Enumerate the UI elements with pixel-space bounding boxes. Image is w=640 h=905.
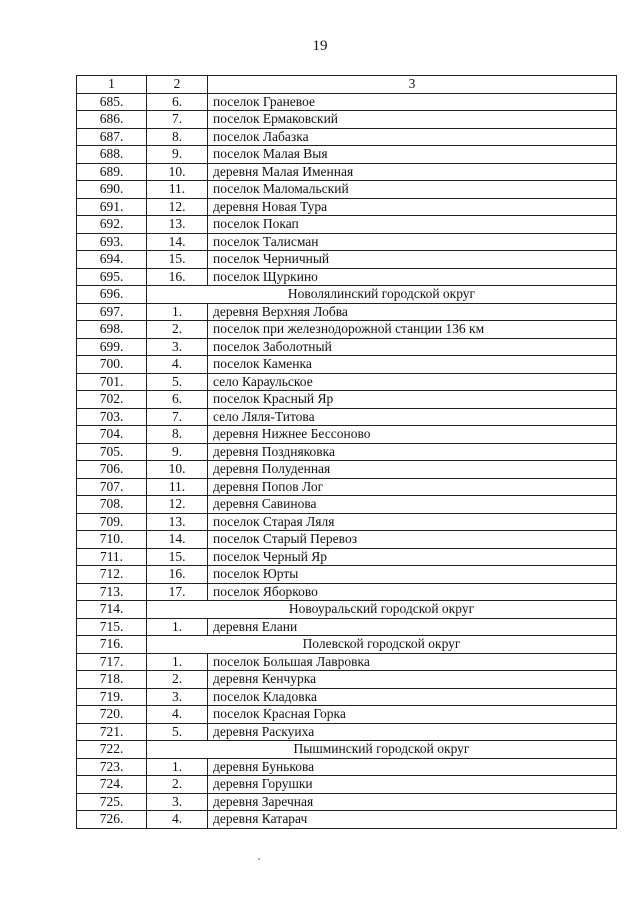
table-row [77, 338, 617, 356]
settlement-name: поселок Старый Перевоз [208, 531, 617, 549]
settlement-name: деревня Елани [208, 618, 617, 636]
row-sub-number: 4. [147, 706, 208, 724]
settlement-name: деревня Горушки [208, 776, 617, 794]
district-name: Новоуральский городской округ [147, 601, 617, 619]
table-row [77, 688, 617, 706]
row-sub-number: 9. [147, 146, 208, 164]
row-sub-number: 6. [147, 391, 208, 409]
table-row [77, 478, 617, 496]
table-row [77, 373, 617, 391]
row-number: 691. [77, 198, 147, 216]
district-row [77, 601, 617, 619]
table-row [77, 653, 617, 671]
settlement-name: поселок Яборково [208, 583, 617, 601]
district-name: Новолялинский городской округ [147, 286, 617, 304]
table-row [77, 618, 617, 636]
row-number: 713. [77, 583, 147, 601]
settlement-name: поселок Ермаковский [208, 111, 617, 129]
table-row [77, 356, 617, 374]
row-number: 696. [77, 286, 147, 304]
row-sub-number: 5. [147, 723, 208, 741]
row-number: 699. [77, 338, 147, 356]
row-sub-number: 3. [147, 688, 208, 706]
row-number: 723. [77, 758, 147, 776]
row-number: 725. [77, 793, 147, 811]
table-row [77, 146, 617, 164]
settlement-name: деревня Катарач [208, 811, 617, 829]
row-number: 692. [77, 216, 147, 234]
row-sub-number: 1. [147, 653, 208, 671]
table-row [77, 758, 617, 776]
settlement-name: поселок Граневое [208, 93, 617, 111]
table-row [77, 303, 617, 321]
district-row [77, 636, 617, 654]
row-sub-number: 1. [147, 618, 208, 636]
row-sub-number: 14. [147, 531, 208, 549]
table-header-row [77, 76, 617, 94]
table-row [77, 128, 617, 146]
row-number: 714. [77, 601, 147, 619]
row-sub-number: 10. [147, 163, 208, 181]
row-sub-number: 8. [147, 426, 208, 444]
row-number: 708. [77, 496, 147, 514]
settlement-name: поселок Черный Яр [208, 548, 617, 566]
row-number: 722. [77, 741, 147, 759]
settlement-name: поселок Юрты [208, 566, 617, 584]
settlement-name: деревня Савинова [208, 496, 617, 514]
row-sub-number: 6. [147, 93, 208, 111]
row-number: 698. [77, 321, 147, 339]
settlements-table [76, 75, 617, 829]
row-number: 715. [77, 618, 147, 636]
settlement-name: деревня Верхняя Лобва [208, 303, 617, 321]
settlement-name: поселок Старая Ляля [208, 513, 617, 531]
row-sub-number: 16. [147, 566, 208, 584]
page-number: 19 [312, 38, 328, 54]
settlement-name: деревня Бунькова [208, 758, 617, 776]
row-sub-number: 11. [147, 181, 208, 199]
table-row [77, 181, 617, 199]
settlement-name: поселок Кладовка [208, 688, 617, 706]
row-number: 688. [77, 146, 147, 164]
column-header-sub-number: 2 [147, 76, 208, 94]
settlement-name: поселок при железнодорожной станции 136 км [208, 321, 617, 339]
row-sub-number: 2. [147, 321, 208, 339]
row-sub-number: 5. [147, 373, 208, 391]
table-row [77, 583, 617, 601]
row-number: 685. [77, 93, 147, 111]
row-number: 694. [77, 251, 147, 269]
settlement-name: поселок Красная Горка [208, 706, 617, 724]
row-sub-number: 4. [147, 811, 208, 829]
column-header-number: 1 [77, 76, 147, 94]
table-row [77, 548, 617, 566]
row-number: 719. [77, 688, 147, 706]
table-row [77, 216, 617, 234]
settlement-name: деревня Новая Тура [208, 198, 617, 216]
settlement-name: поселок Заболотный [208, 338, 617, 356]
row-sub-number: 13. [147, 216, 208, 234]
settlement-name: поселок Талисман [208, 233, 617, 251]
row-number: 701. [77, 373, 147, 391]
row-number: 716. [77, 636, 147, 654]
table-row [77, 391, 617, 409]
row-number: 721. [77, 723, 147, 741]
row-number: 705. [77, 443, 147, 461]
table-row [77, 268, 617, 286]
table-row [77, 671, 617, 689]
row-sub-number: 9. [147, 443, 208, 461]
table-row [77, 723, 617, 741]
settlement-name: село Ляля-Титова [208, 408, 617, 426]
table-row [77, 776, 617, 794]
table-row [77, 461, 617, 479]
table-row [77, 513, 617, 531]
row-sub-number: 15. [147, 548, 208, 566]
settlement-name: деревня Заречная [208, 793, 617, 811]
row-sub-number: 17. [147, 583, 208, 601]
row-sub-number: 3. [147, 338, 208, 356]
row-number: 693. [77, 233, 147, 251]
settlement-name: деревня Полуденная [208, 461, 617, 479]
row-number: 687. [77, 128, 147, 146]
row-number: 702. [77, 391, 147, 409]
district-row [77, 741, 617, 759]
row-sub-number: 14. [147, 233, 208, 251]
table-row [77, 111, 617, 129]
district-name: Полевской городской округ [147, 636, 617, 654]
row-sub-number: 11. [147, 478, 208, 496]
settlement-name: деревня Кенчурка [208, 671, 617, 689]
settlement-name: поселок Маломальский [208, 181, 617, 199]
row-sub-number: 2. [147, 671, 208, 689]
settlement-name: деревня Поздняковка [208, 443, 617, 461]
row-sub-number: 1. [147, 758, 208, 776]
row-number: 724. [77, 776, 147, 794]
settlement-name: деревня Попов Лог [208, 478, 617, 496]
table-row [77, 163, 617, 181]
row-number: 686. [77, 111, 147, 129]
row-number: 695. [77, 268, 147, 286]
table-row [77, 793, 617, 811]
row-number: 704. [77, 426, 147, 444]
settlement-name: поселок Черничный [208, 251, 617, 269]
table-row [77, 198, 617, 216]
table-row [77, 531, 617, 549]
row-number: 710. [77, 531, 147, 549]
row-sub-number: 13. [147, 513, 208, 531]
settlement-name: поселок Красный Яр [208, 391, 617, 409]
table-row [77, 426, 617, 444]
row-sub-number: 12. [147, 198, 208, 216]
settlement-name: поселок Каменка [208, 356, 617, 374]
settlement-name: поселок Большая Лавровка [208, 653, 617, 671]
table-row [77, 233, 617, 251]
row-number: 690. [77, 181, 147, 199]
table-row [77, 706, 617, 724]
table-row [77, 251, 617, 269]
row-number: 706. [77, 461, 147, 479]
row-sub-number: 1. [147, 303, 208, 321]
district-row [77, 286, 617, 304]
district-name: Пышминский городской округ [147, 741, 617, 759]
scan-speck [258, 858, 260, 860]
settlement-name: поселок Покап [208, 216, 617, 234]
row-number: 726. [77, 811, 147, 829]
row-number: 709. [77, 513, 147, 531]
row-sub-number: 16. [147, 268, 208, 286]
row-sub-number: 3. [147, 793, 208, 811]
table-row [77, 93, 617, 111]
settlement-name: деревня Нижнее Бессоново [208, 426, 617, 444]
table-row [77, 496, 617, 514]
row-number: 720. [77, 706, 147, 724]
row-sub-number: 12. [147, 496, 208, 514]
column-header-name: 3 [208, 76, 617, 94]
settlement-name: деревня Малая Именная [208, 163, 617, 181]
row-number: 707. [77, 478, 147, 496]
settlement-name: поселок Лабазка [208, 128, 617, 146]
row-sub-number: 2. [147, 776, 208, 794]
row-sub-number: 7. [147, 408, 208, 426]
row-sub-number: 8. [147, 128, 208, 146]
row-number: 700. [77, 356, 147, 374]
table-row [77, 321, 617, 339]
settlement-name: село Караульское [208, 373, 617, 391]
table-row [77, 811, 617, 829]
row-number: 697. [77, 303, 147, 321]
row-number: 718. [77, 671, 147, 689]
row-sub-number: 7. [147, 111, 208, 129]
settlement-name: поселок Щуркино [208, 268, 617, 286]
row-number: 703. [77, 408, 147, 426]
row-sub-number: 15. [147, 251, 208, 269]
table-row [77, 566, 617, 584]
table-row [77, 443, 617, 461]
settlement-name: деревня Раскуиха [208, 723, 617, 741]
row-sub-number: 4. [147, 356, 208, 374]
row-number: 689. [77, 163, 147, 181]
row-sub-number: 10. [147, 461, 208, 479]
row-number: 712. [77, 566, 147, 584]
row-number: 711. [77, 548, 147, 566]
row-number: 717. [77, 653, 147, 671]
settlement-name: поселок Малая Выя [208, 146, 617, 164]
table-row [77, 408, 617, 426]
